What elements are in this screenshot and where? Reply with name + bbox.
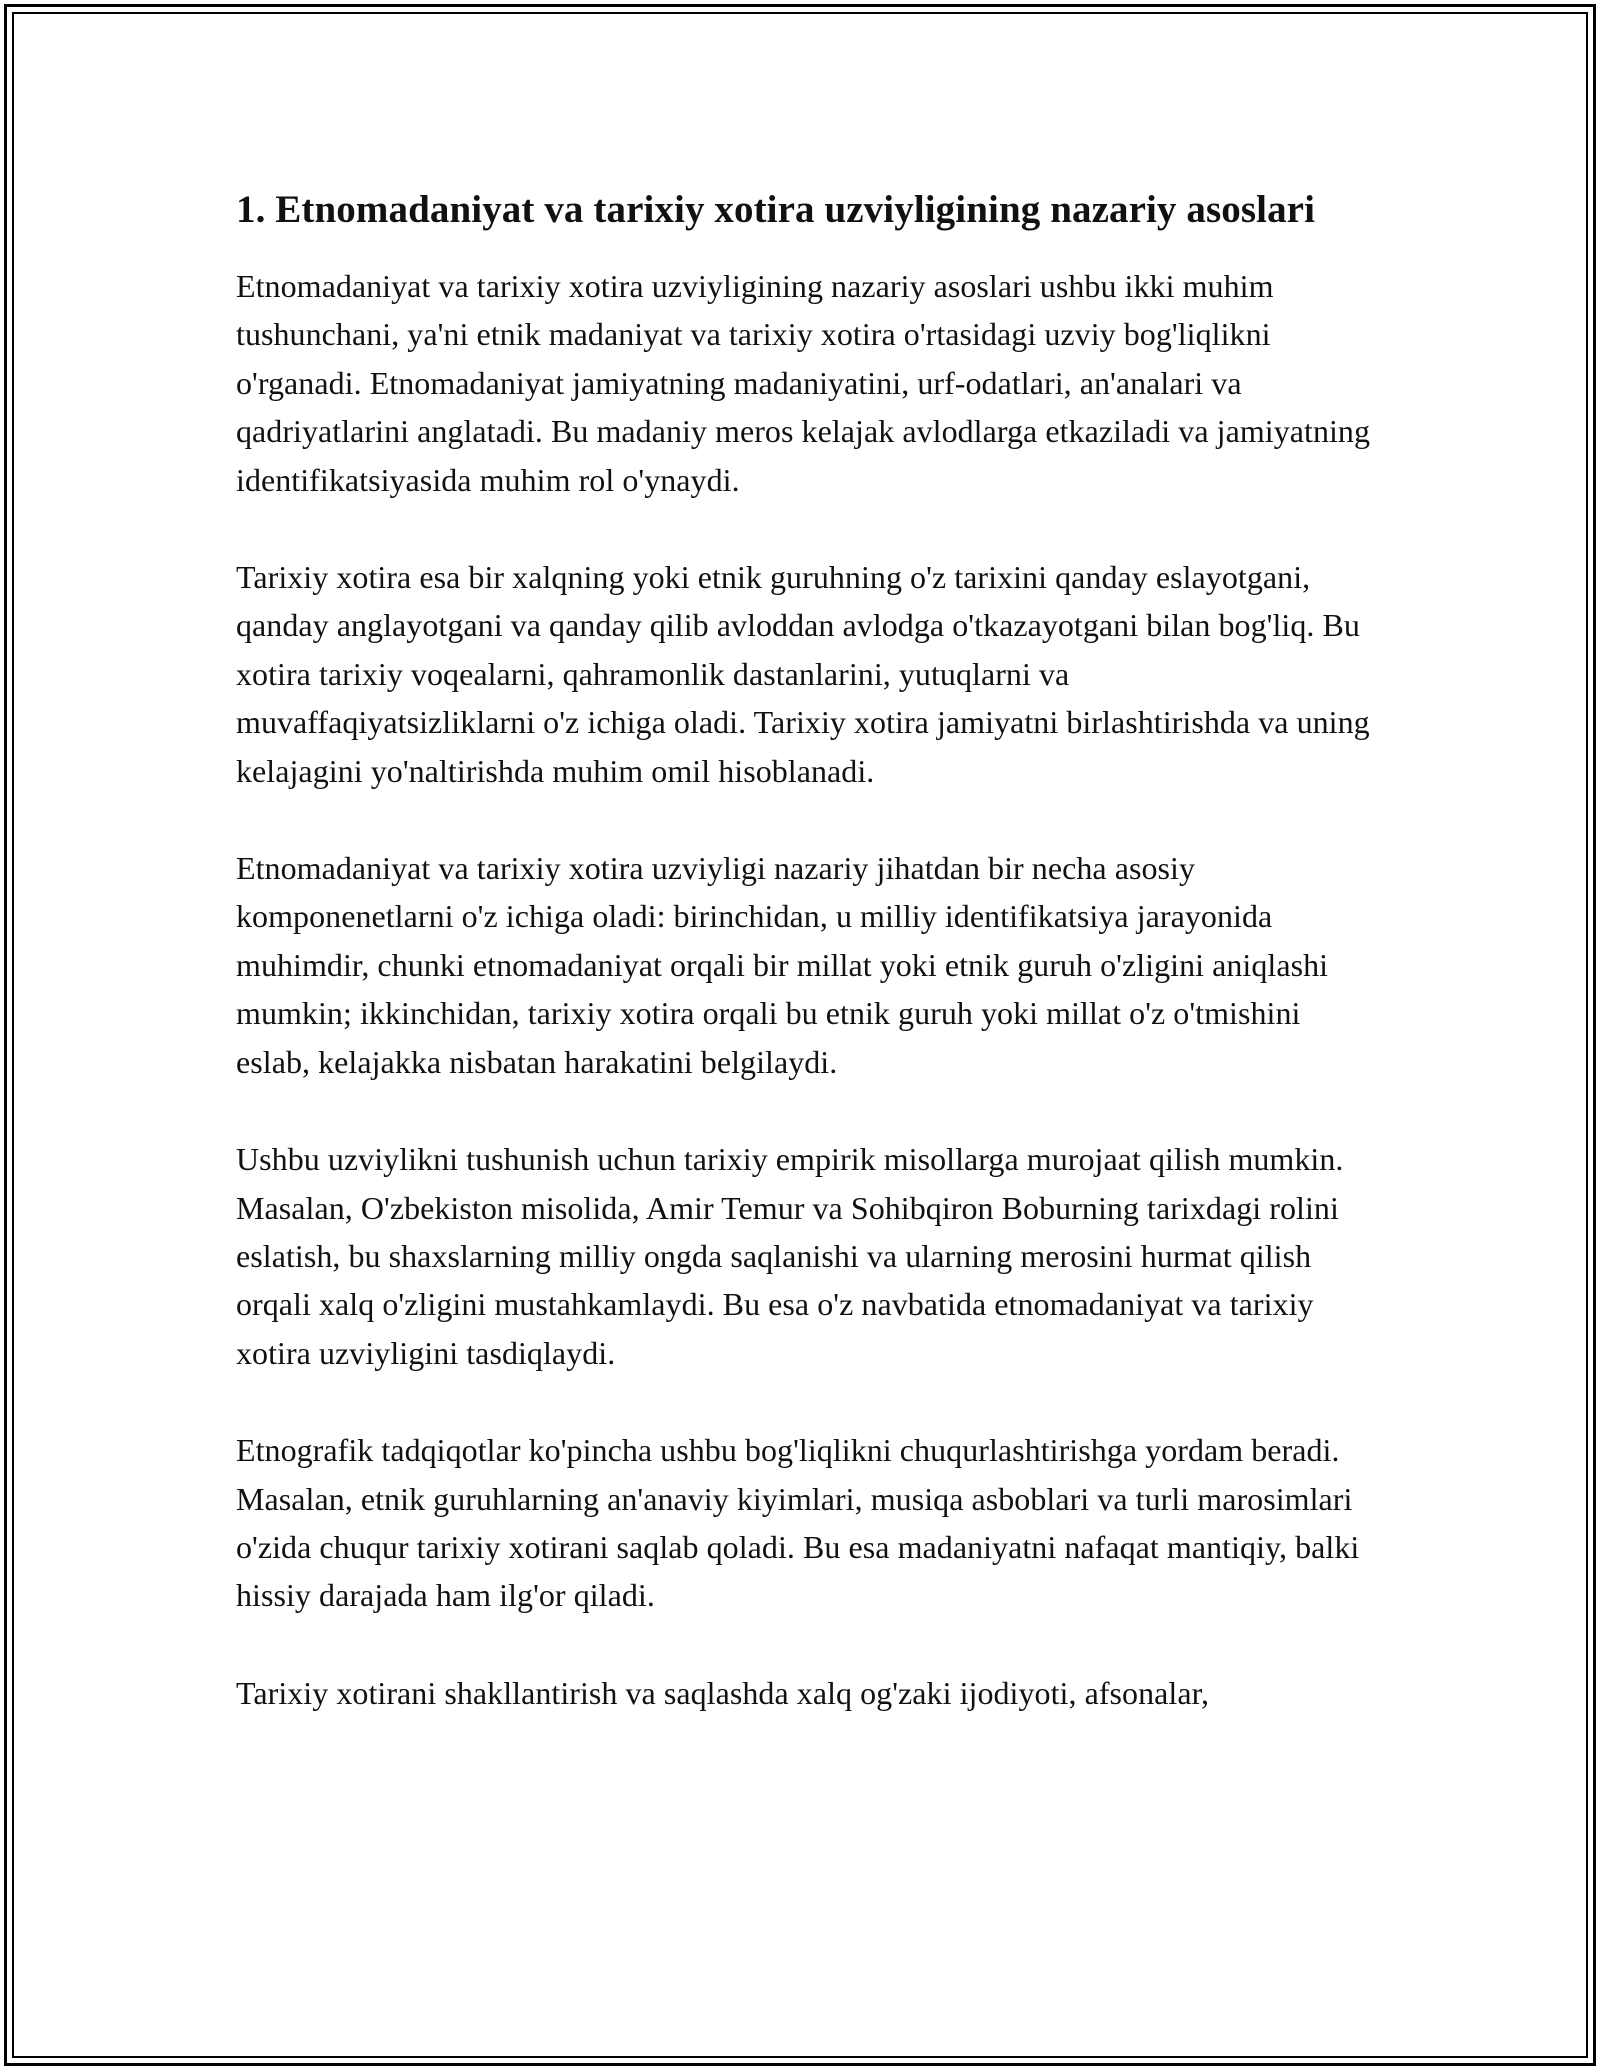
paragraph-4: Ushbu uzviylikni tushunish uchun tarixiy empirik misollarga murojaat qilish mumkin. Masalan, O'zbekiston misolida, Amir Temur va Sohibqiron Boburning tarixdagi rolini eslatish, bu shaxslarning milliy ongda saqlanishi va ularning merosini hurmat qilish orqali xalq o'zligini mustahkamlaydi. Bu esa o'z navbatida etnomadaniyat va tarixiy xotira uzviyligini tasdiqlaydi. [236,1141,1344,1371]
paragraph-3: Etnomadaniyat va tarixiy xotira uzviyligi nazariy jihatdan bir necha asosiy komponenetlarni o'z ichiga oladi: birinchidan, u milliy identifikatsiya jarayonida muhimdir, chunki etnomadaniyat orqali bir millat yoki etnik guruh o'zligini aniqlashi mumkin; ikkinchidan, tarixiy xotira orqali bu etnik guruh yoki millat o'z o'tmishini eslab, kelajakka nisbatan harakatini belgilaydi. [236,850,1329,1080]
paragraph-1: Etnomadaniyat va tarixiy xotira uzviyligining nazariy asoslari ushbu ikki muhim tushunchani, ya'ni etnik madaniyat va tarixiy xotira o'rtasidagi uzviy bog'liqlikni o'rganadi. Etnomadaniyat jamiyatning madaniyatini, urf-odatlari, an'analari va qadriyatlarini anglatadi. Bu madaniy meros kelajak avlodlarga etkaziladi va jamiyatning identifikatsiyasida muhim rol o'ynaydi. [236,268,1371,498]
document-body [236,183,1376,1766]
section-heading: 1. Etnomadaniyat va tarixiy xotira uzviyligining nazariy asoslari [236,188,1316,231]
paragraph-6: Tarixiy xotirani shakllantirish va saqlashda xalq og'zaki ijodiyoti, afsonalar, [236,1674,1210,1711]
paragraph-2: Tarixiy xotira esa bir xalqning yoki etnik guruhning o'z tarixini qanday eslayotgani, qanday anglayotgani va qanday qilib avloddan avlodga o'tkazayotgani bilan bog'liq. Bu xotira tarixiy voqealarni, qahramonlik dastanlarini, yutuqlarni va muvaffaqiyatsizliklarni o'z ichiga oladi. Tarixiy xotira jamiyatni birlashtirishda va uning kelajagini yo'naltirishda muhim omil hisoblanadi. [236,559,1370,789]
paragraph-5: Etnografik tadqiqotlar ko'pincha ushbu bog'liqlikni chuqurlashtirishga yordam beradi. Masalan, etnik guruhlarning an'anaviy kiyimlari, musiqa asboblari va turli marosimlari o'zida chuqur tarixiy xotirani saqlab qoladi. Bu esa madaniyatni nafaqat mantiqiy, balki hissiy darajada ham ilg'or qiladi. [236,1432,1360,1614]
